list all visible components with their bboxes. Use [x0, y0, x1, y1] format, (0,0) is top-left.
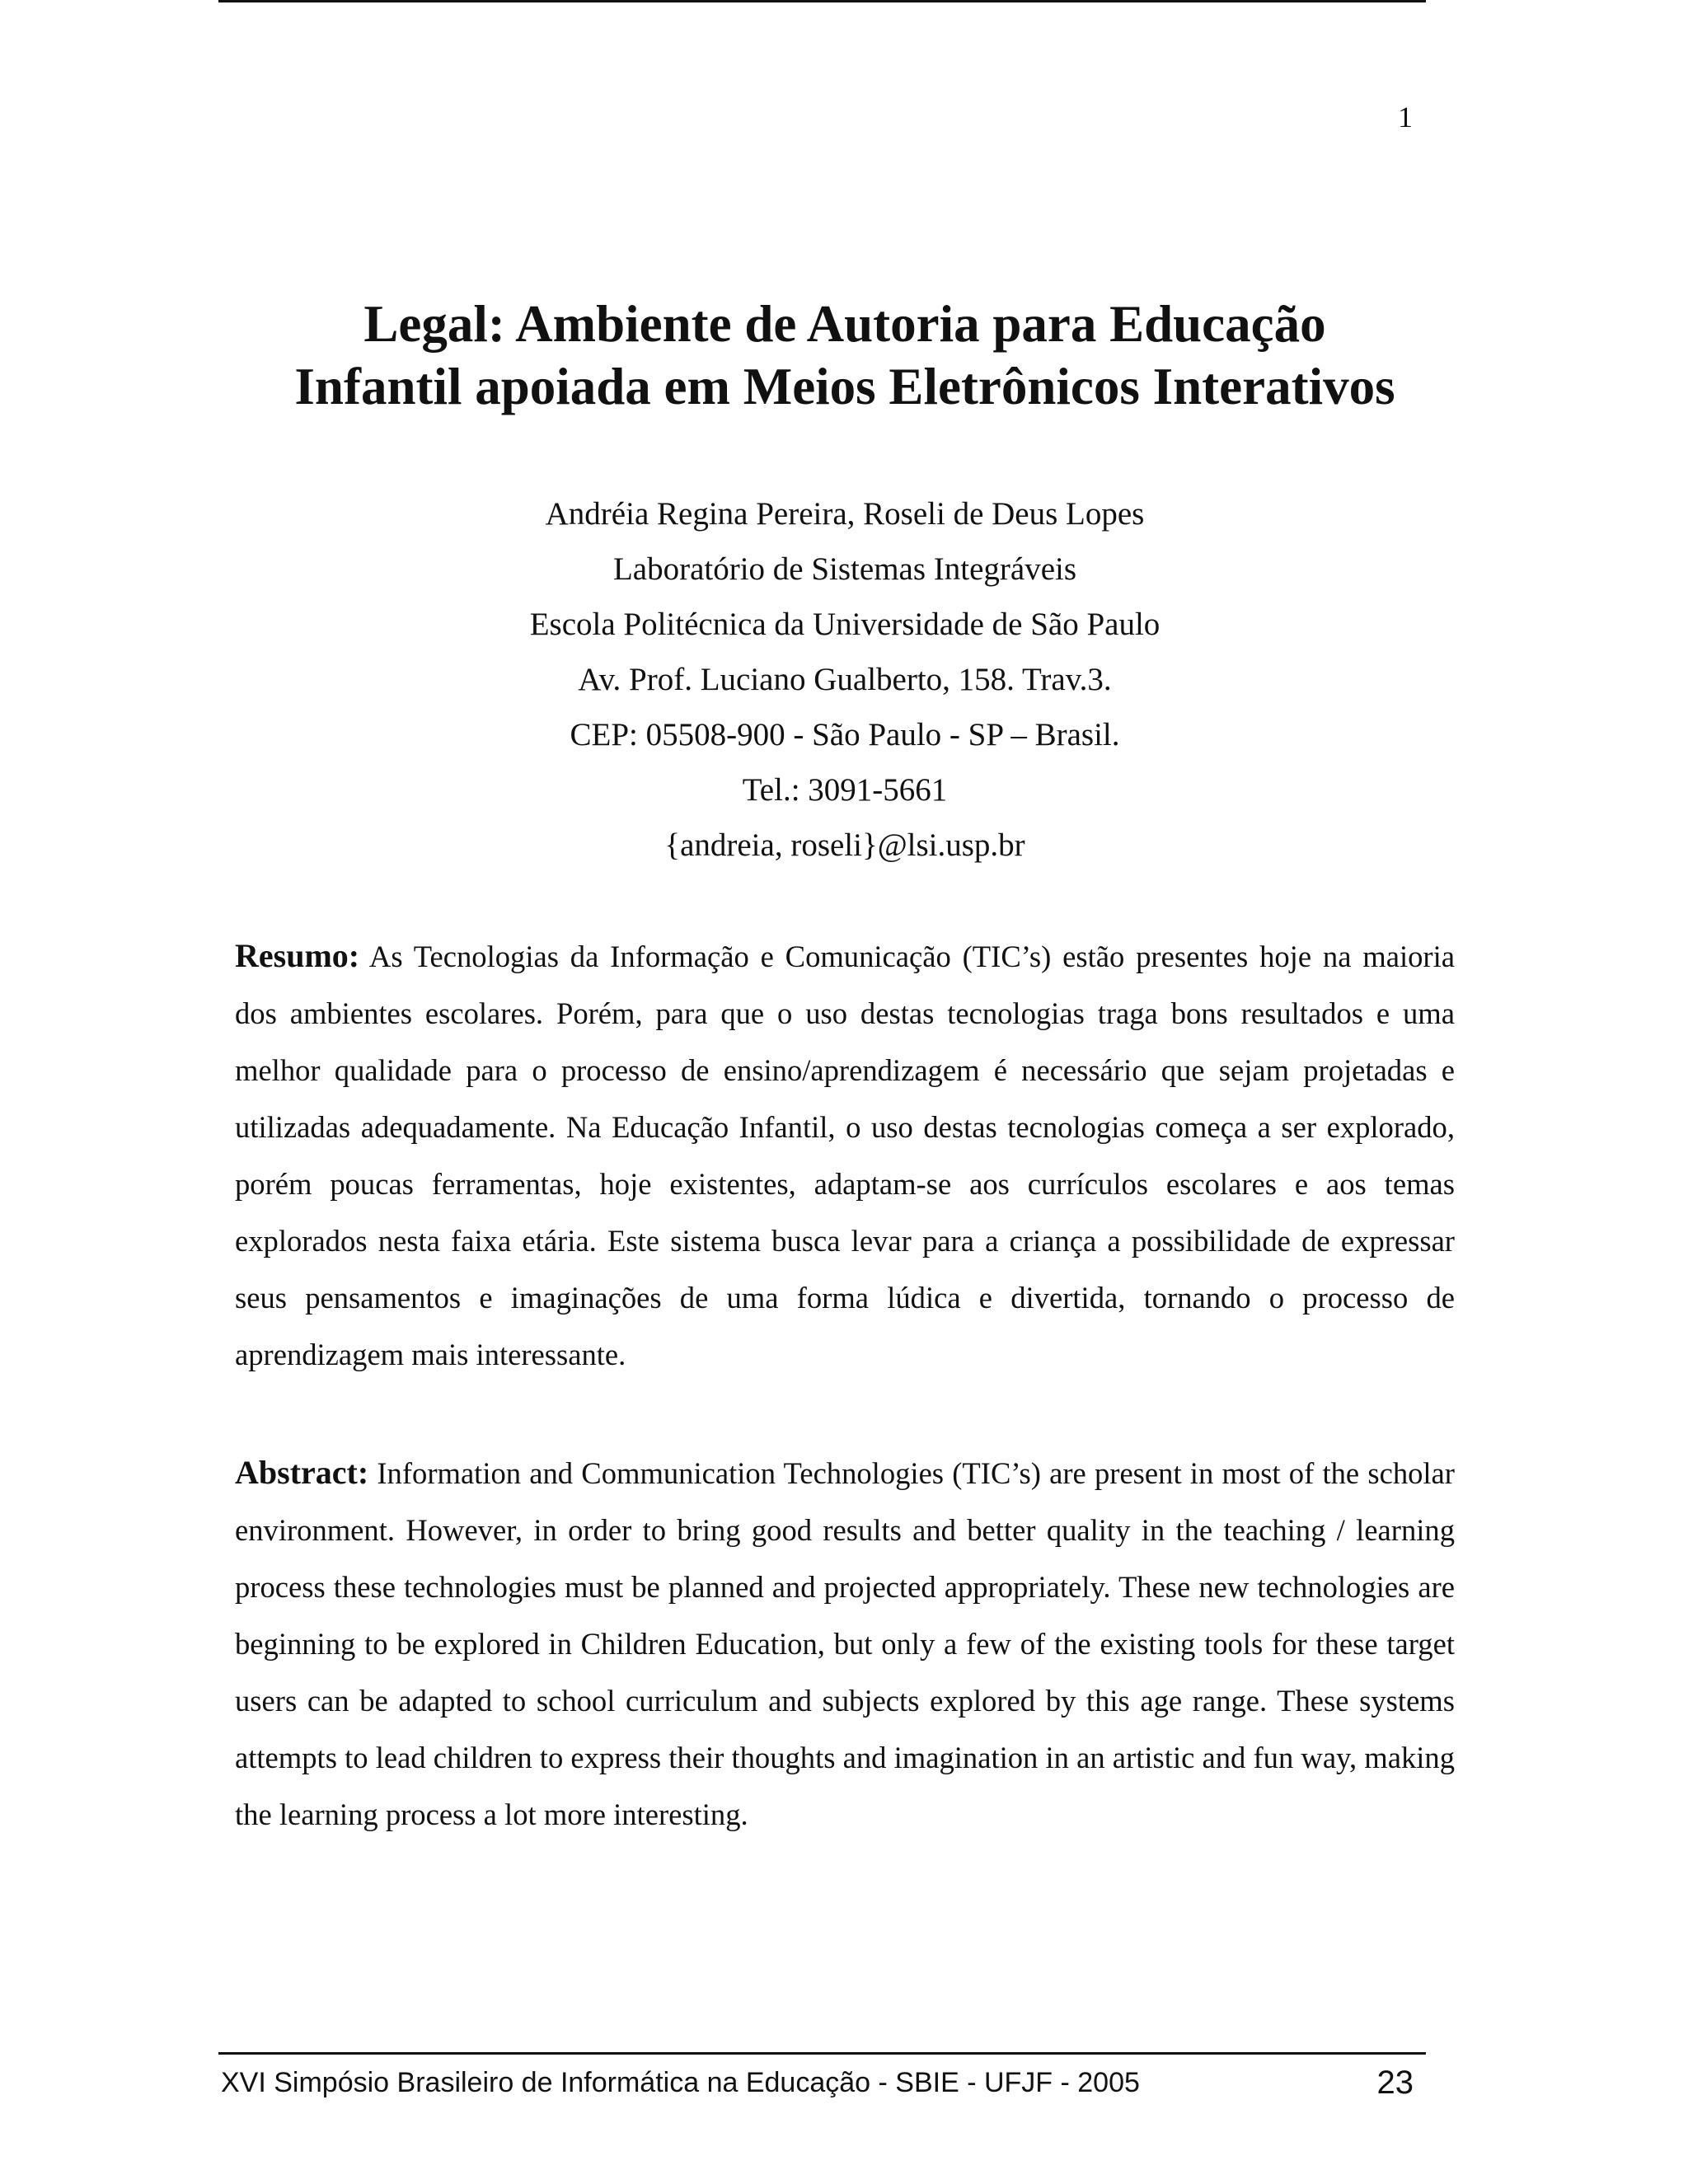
paper-title	[218, 293, 1471, 418]
footer-rule	[218, 2052, 1426, 2055]
footer-page-number: 23	[1376, 2064, 1414, 2101]
page-number: 1	[1398, 101, 1413, 134]
top-rule	[218, 0, 1426, 2]
author-block	[218, 486, 1471, 873]
abstract-text: Information and Communication Technologies (TIC’s) are present in most of the scholar environment. However, in order to bring good results and better quality in the teaching / learning process these technologies must be planned and projected appropriately. These new technologies are beginning to be explored in Children Education, but only a few of the existing tools for these target users can be adapted to school curriculum and subjects explored by this age range. These systems attempts to lead children to express their thoughts and imagination in an artistic and fun way, making the learning process a lot more interesting.	[235, 1456, 1455, 1831]
author-lab: Laboratório de Sistemas Integráveis	[612, 551, 1077, 587]
author-names: Andréia Regina Pereira, Roseli de Deus Lopes	[545, 496, 1145, 532]
author-address: Av. Prof. Luciano Gualberto, 158. Trav.3.	[578, 662, 1112, 697]
author-school: Escola Politécnica da Universidade de São Paulo	[529, 607, 1160, 642]
abstract-paragraph	[235, 1444, 1455, 1843]
paper-title-line-1: Legal: Ambiente de Autoria para Educação	[363, 295, 1326, 353]
author-email: {andreia, roseli}@lsi.usp.br	[664, 827, 1025, 863]
resumo-text: As Tecnologias da Informação e Comunicação (TIC’s) estão presentes hoje na maioria dos ambientes escolares. Porém, para que o uso destas tecnologias traga bons resultados e uma melhor qualidade para o processo de ensino/aprendizagem é necessário que sejam projetadas e utilizadas adequadamente. Na Educação Infantil, o uso destas tecnologias começa a ser explorado, porém poucas ferramentas, hoje existentes, adaptam-se aos currículos escolares e aos temas explorados nesta faixa etária. Este sistema busca levar para a criança a possibilidade de expressar seus pensamentos e imaginações de uma forma lúdica e divertida, tornando o processo de aprendizagem mais interessante.	[235, 940, 1455, 1371]
footer-conference: XVI Simpósio Brasileiro de Informática na Educação - SBIE - UFJF - 2005	[221, 2067, 1140, 2098]
resumo-paragraph	[235, 927, 1455, 1383]
abstract-label: Abstract:	[235, 1454, 369, 1491]
author-cep: CEP: 05508-900 - São Paulo - SP – Brasil.	[570, 717, 1120, 752]
paper-title-line-2: Infantil apoiada em Meios Eletrônicos Interativos	[294, 358, 1395, 415]
resumo-label: Resumo:	[235, 937, 360, 974]
author-tel: Tel.: 3091-5661	[742, 772, 948, 808]
